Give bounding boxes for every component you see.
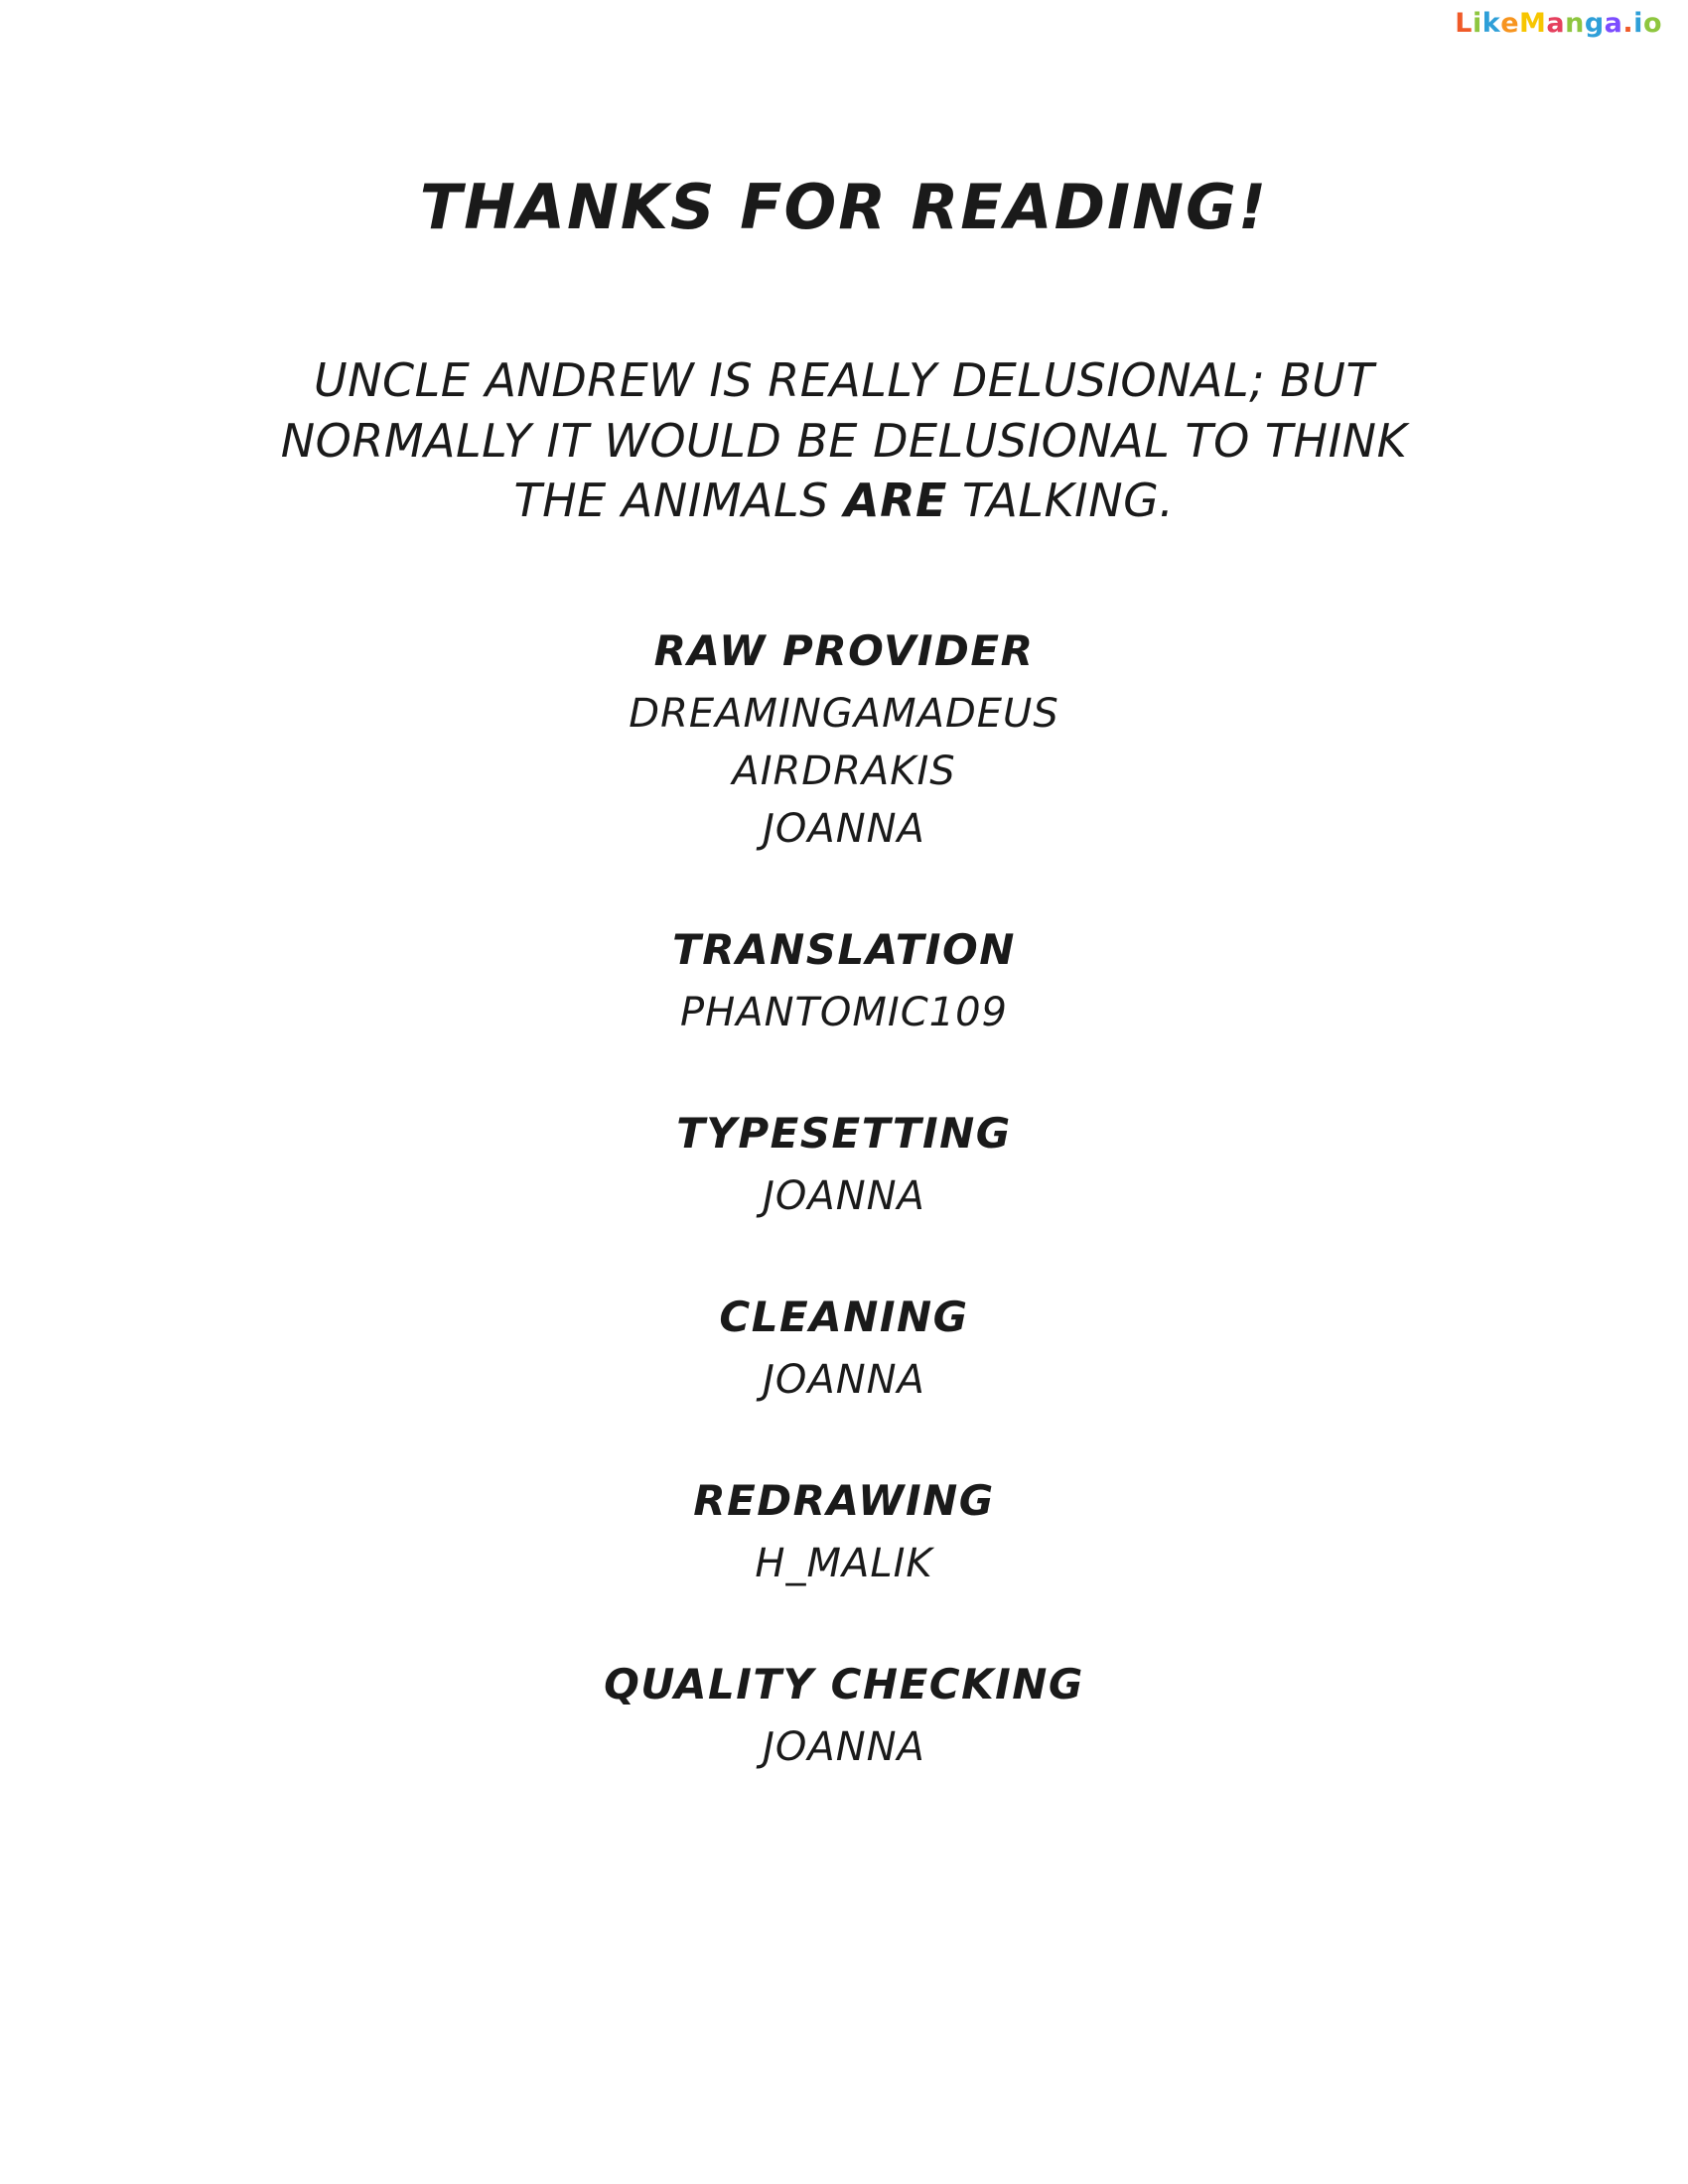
watermark-letter: o bbox=[1642, 8, 1662, 39]
page-title: THANKS FOR READING! bbox=[419, 171, 1269, 243]
credit-name: JOANNA bbox=[763, 1724, 925, 1771]
watermark-letter: . bbox=[1622, 8, 1634, 39]
translator-note-line-3-post: TALKING. bbox=[946, 474, 1175, 528]
credit-name: JOANNA bbox=[763, 1357, 925, 1404]
credit-name: JOANNA bbox=[763, 806, 925, 853]
credit-name: H_MALIK bbox=[755, 1541, 933, 1587]
watermark-letter: g bbox=[1584, 8, 1605, 39]
translator-note-line-1: UNCLE ANDREW IS REALLY DELUSIONAL; BUT bbox=[313, 353, 1375, 407]
credit-role: RAW PROVIDER bbox=[653, 626, 1035, 676]
watermark-letter: k bbox=[1481, 8, 1501, 39]
credit-role: TYPESETTING bbox=[676, 1109, 1012, 1159]
translator-note-emphasis: ARE bbox=[843, 474, 947, 528]
credit-block bbox=[0, 1109, 1688, 1231]
credit-block bbox=[0, 1293, 1688, 1415]
credit-name: AIRDRAKIS bbox=[732, 749, 956, 795]
credit-block bbox=[0, 626, 1688, 864]
credit-block bbox=[0, 1476, 1688, 1598]
credit-role: REDRAWING bbox=[693, 1476, 995, 1526]
credit-block bbox=[0, 1660, 1688, 1782]
credit-block bbox=[0, 925, 1688, 1047]
credit-name: JOANNA bbox=[763, 1173, 925, 1220]
watermark-letter: a bbox=[1546, 8, 1566, 39]
translator-note-line-3 bbox=[281, 471, 1408, 531]
credits-list bbox=[0, 626, 1688, 1843]
translator-note bbox=[281, 350, 1408, 531]
credit-name: DREAMINGAMADEUS bbox=[629, 691, 1059, 738]
watermark-letter: i bbox=[1633, 8, 1643, 39]
watermark-letter: M bbox=[1519, 8, 1547, 39]
translator-note-line-3-pre: THE ANIMALS bbox=[513, 474, 844, 528]
credit-role: CLEANING bbox=[719, 1293, 969, 1342]
watermark-letter: e bbox=[1500, 8, 1519, 39]
credit-role: QUALITY CHECKING bbox=[604, 1660, 1084, 1709]
watermark-letter: L bbox=[1455, 8, 1473, 39]
watermark-letter: a bbox=[1604, 8, 1623, 39]
watermark-letter: i bbox=[1472, 8, 1482, 39]
credit-role: TRANSLATION bbox=[672, 925, 1016, 975]
watermark-letter: n bbox=[1565, 8, 1585, 39]
credit-name: PHANTOMIC109 bbox=[680, 990, 1008, 1036]
translator-note-line-2: NORMALLY IT WOULD BE DELUSIONAL TO THINK bbox=[280, 413, 1408, 468]
